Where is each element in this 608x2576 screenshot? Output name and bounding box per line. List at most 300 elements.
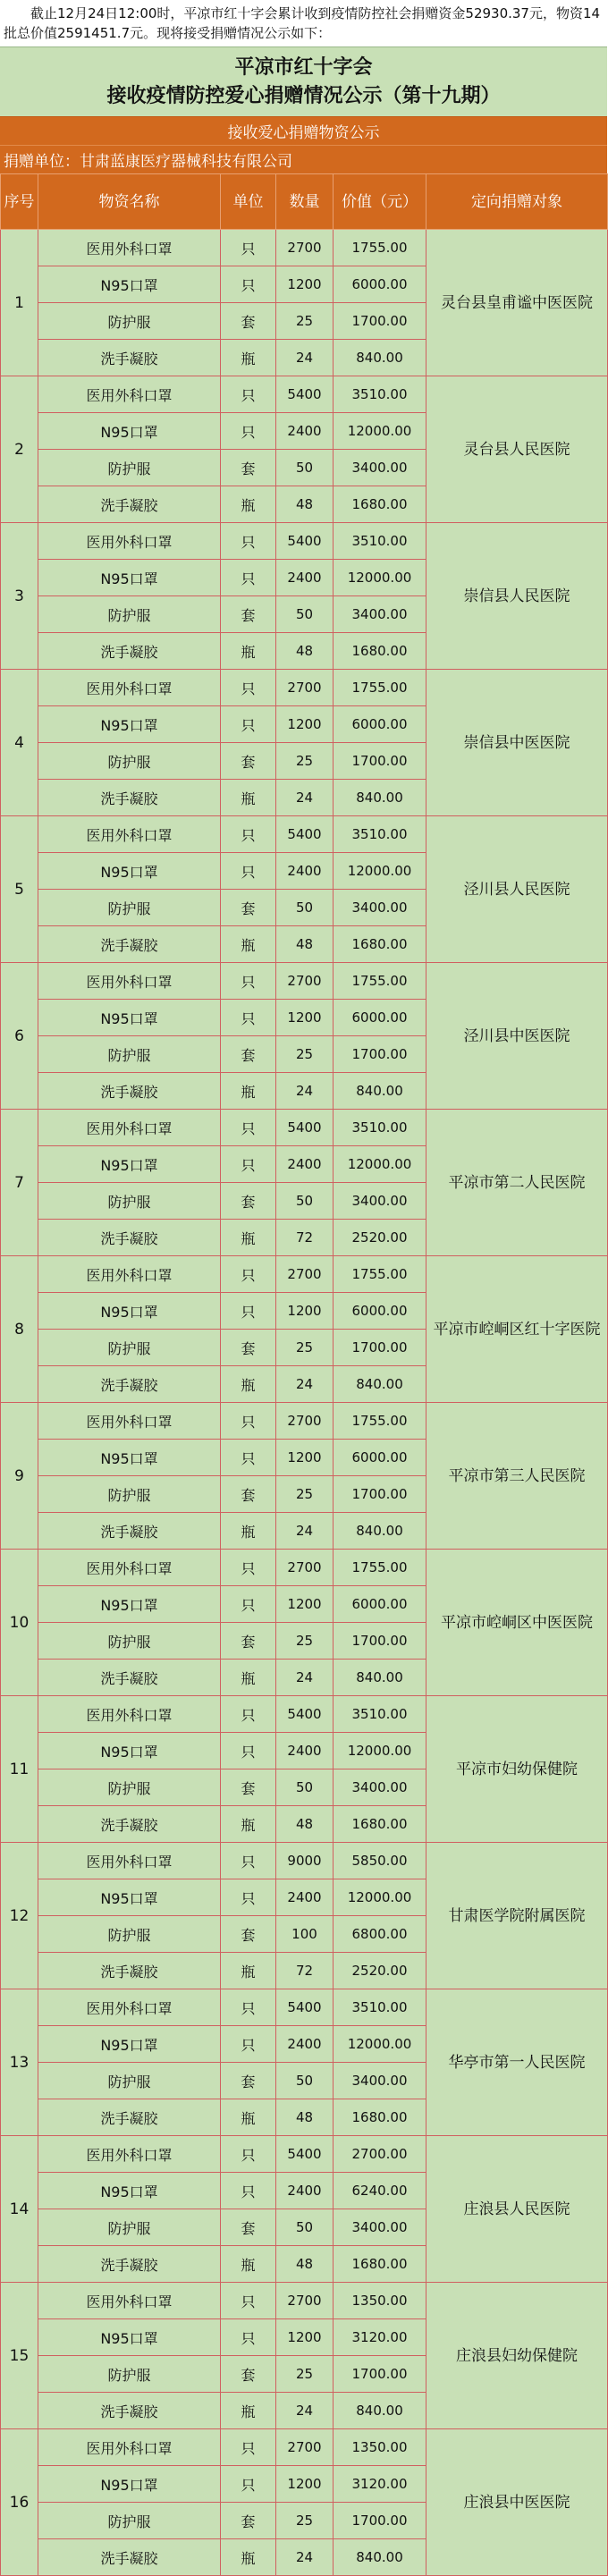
item-name-cell: 医用外科口罩	[38, 1989, 221, 2026]
header-unit: 单位	[221, 174, 276, 230]
value-cell: 1350.00	[334, 2429, 426, 2466]
value-cell: 1350.00	[334, 2283, 426, 2319]
item-name-cell: 防护服	[38, 2209, 221, 2246]
item-name-cell: N95口罩	[38, 2173, 221, 2209]
unit-cell: 只	[221, 853, 276, 890]
unit-cell: 套	[221, 450, 276, 486]
value-cell: 840.00	[334, 2539, 426, 2576]
target-cell: 灵台县皇甫谧中医医院	[426, 230, 608, 376]
value-cell: 840.00	[334, 1073, 426, 1110]
item-name-cell: N95口罩	[38, 2466, 221, 2503]
notice-title: 接收疫情防控爱心捐赠情况公示（第十九期）	[106, 84, 501, 107]
item-name-cell: 防护服	[38, 303, 221, 340]
item-name-cell: 防护服	[38, 1330, 221, 1366]
item-name-cell: 洗手凝胶	[38, 340, 221, 376]
qty-cell: 2400	[276, 2026, 334, 2063]
unit-cell: 只	[221, 1989, 276, 2026]
item-name-cell: N95口罩	[38, 413, 221, 450]
qty-cell: 2400	[276, 1146, 334, 1183]
table-row	[1, 1403, 608, 1440]
table-row	[1, 1110, 608, 1146]
qty-cell: 1200	[276, 1440, 334, 1476]
unit-cell: 套	[221, 1623, 276, 1660]
value-cell: 1755.00	[334, 1403, 426, 1440]
item-name-cell: N95口罩	[38, 1586, 221, 1623]
item-name-cell: N95口罩	[38, 266, 221, 303]
unit-cell: 只	[221, 376, 276, 413]
qty-cell: 25	[276, 2503, 334, 2539]
unit-cell: 只	[221, 2026, 276, 2063]
value-cell: 1700.00	[334, 2356, 426, 2393]
value-cell: 6000.00	[334, 1000, 426, 1036]
item-name-cell: N95口罩	[38, 2026, 221, 2063]
value-cell: 1680.00	[334, 2099, 426, 2136]
target-cell: 灵台县人民医院	[426, 376, 608, 523]
value-cell: 3400.00	[334, 1183, 426, 1220]
qty-cell: 2400	[276, 413, 334, 450]
unit-cell: 瓶	[221, 2099, 276, 2136]
unit-cell: 套	[221, 1916, 276, 1953]
unit-cell: 瓶	[221, 486, 276, 523]
header-name: 物资名称	[38, 174, 221, 230]
value-cell: 3510.00	[334, 376, 426, 413]
qty-cell: 1200	[276, 2319, 334, 2356]
seq-cell: 7	[1, 1110, 38, 1256]
qty-cell: 2400	[276, 2173, 334, 2209]
value-cell: 5850.00	[334, 1843, 426, 1879]
qty-cell: 100	[276, 1916, 334, 1953]
item-name-cell: 洗手凝胶	[38, 2393, 221, 2429]
value-cell: 1680.00	[334, 633, 426, 670]
value-cell: 3400.00	[334, 2063, 426, 2099]
item-name-cell: 洗手凝胶	[38, 486, 221, 523]
qty-cell: 2700	[276, 1403, 334, 1440]
unit-cell: 瓶	[221, 340, 276, 376]
item-name-cell: 防护服	[38, 1036, 221, 1073]
target-cell: 平凉市第三人民医院	[426, 1403, 608, 1550]
value-cell: 3400.00	[334, 1769, 426, 1806]
qty-cell: 1200	[276, 706, 334, 743]
unit-cell: 套	[221, 2503, 276, 2539]
qty-cell: 48	[276, 2099, 334, 2136]
item-name-cell: 洗手凝胶	[38, 2539, 221, 2576]
target-cell: 庄浪县妇幼保健院	[426, 2283, 608, 2429]
item-name-cell: 洗手凝胶	[38, 926, 221, 963]
target-cell: 华亭市第一人民医院	[426, 1989, 608, 2136]
donor-label: 捐赠单位：甘肃蓝康医疗器械科技有限公司	[0, 145, 607, 173]
value-cell: 3120.00	[334, 2466, 426, 2503]
target-cell: 崇信县人民医院	[426, 523, 608, 670]
item-name-cell: 洗手凝胶	[38, 1513, 221, 1550]
qty-cell: 48	[276, 2246, 334, 2283]
unit-cell: 套	[221, 2063, 276, 2099]
qty-cell: 2400	[276, 1879, 334, 1916]
qty-cell: 72	[276, 1220, 334, 1256]
value-cell: 3400.00	[334, 890, 426, 926]
value-cell: 840.00	[334, 2393, 426, 2429]
value-cell: 840.00	[334, 340, 426, 376]
table-row	[1, 670, 608, 706]
unit-cell: 只	[221, 2173, 276, 2209]
item-name-cell: 洗手凝胶	[38, 1366, 221, 1403]
qty-cell: 50	[276, 890, 334, 926]
item-name-cell: 医用外科口罩	[38, 1843, 221, 1879]
item-name-cell: 医用外科口罩	[38, 816, 221, 853]
qty-cell: 50	[276, 1183, 334, 1220]
target-cell: 崇信县中医医院	[426, 670, 608, 816]
unit-cell: 只	[221, 2319, 276, 2356]
qty-cell: 1200	[276, 1586, 334, 1623]
item-name-cell: 医用外科口罩	[38, 1696, 221, 1733]
table-header-row	[1, 174, 608, 230]
value-cell: 2700.00	[334, 2136, 426, 2173]
item-name-cell: 洗手凝胶	[38, 2099, 221, 2136]
unit-cell: 只	[221, 1879, 276, 1916]
item-name-cell: N95口罩	[38, 2319, 221, 2356]
qty-cell: 48	[276, 1806, 334, 1843]
qty-cell: 48	[276, 633, 334, 670]
value-cell: 6000.00	[334, 1586, 426, 1623]
unit-cell: 瓶	[221, 1660, 276, 1696]
value-cell: 3400.00	[334, 596, 426, 633]
value-cell: 3120.00	[334, 2319, 426, 2356]
value-cell: 1700.00	[334, 303, 426, 340]
qty-cell: 24	[276, 2393, 334, 2429]
item-name-cell: N95口罩	[38, 853, 221, 890]
item-name-cell: 防护服	[38, 743, 221, 780]
seq-cell: 16	[1, 2429, 38, 2576]
qty-cell: 24	[276, 1513, 334, 1550]
item-name-cell: 医用外科口罩	[38, 1110, 221, 1146]
value-cell: 12000.00	[334, 2026, 426, 2063]
item-name-cell: N95口罩	[38, 706, 221, 743]
unit-cell: 只	[221, 2429, 276, 2466]
org-title: 平凉市红十字会	[234, 55, 373, 79]
seq-cell: 8	[1, 1256, 38, 1403]
table-row	[1, 1989, 608, 2026]
seq-cell: 4	[1, 670, 38, 816]
unit-cell: 只	[221, 1403, 276, 1440]
value-cell: 3510.00	[334, 1110, 426, 1146]
unit-cell: 只	[221, 2283, 276, 2319]
unit-cell: 只	[221, 560, 276, 596]
qty-cell: 50	[276, 596, 334, 633]
unit-cell: 套	[221, 1330, 276, 1366]
qty-cell: 50	[276, 2063, 334, 2099]
qty-cell: 50	[276, 2209, 334, 2246]
value-cell: 3510.00	[334, 816, 426, 853]
qty-cell: 2400	[276, 560, 334, 596]
seq-cell: 11	[1, 1696, 38, 1843]
item-name-cell: 防护服	[38, 1769, 221, 1806]
value-cell: 6240.00	[334, 2173, 426, 2209]
item-name-cell: 洗手凝胶	[38, 780, 221, 816]
seq-cell: 12	[1, 1843, 38, 1989]
unit-cell: 套	[221, 890, 276, 926]
header-target: 定向捐赠对象	[426, 174, 608, 230]
qty-cell: 25	[276, 1623, 334, 1660]
value-cell: 6000.00	[334, 706, 426, 743]
value-cell: 1680.00	[334, 1806, 426, 1843]
qty-cell: 25	[276, 1330, 334, 1366]
item-name-cell: 医用外科口罩	[38, 1550, 221, 1586]
target-cell: 平凉市第二人民医院	[426, 1110, 608, 1256]
qty-cell: 5400	[276, 1989, 334, 2026]
item-name-cell: 洗手凝胶	[38, 1660, 221, 1696]
unit-cell: 只	[221, 816, 276, 853]
seq-cell: 9	[1, 1403, 38, 1550]
target-cell: 平凉市崆峒区红十字医院	[426, 1256, 608, 1403]
seq-cell: 13	[1, 1989, 38, 2136]
target-cell: 庄浪县人民医院	[426, 2136, 608, 2283]
item-name-cell: 洗手凝胶	[38, 2246, 221, 2283]
table-row	[1, 230, 608, 266]
value-cell: 1700.00	[334, 1036, 426, 1073]
unit-cell: 瓶	[221, 1513, 276, 1550]
qty-cell: 1200	[276, 1000, 334, 1036]
unit-cell: 只	[221, 1146, 276, 1183]
qty-cell: 2400	[276, 1733, 334, 1769]
unit-cell: 套	[221, 1036, 276, 1073]
unit-cell: 只	[221, 1586, 276, 1623]
table-row	[1, 1843, 608, 1879]
item-name-cell: 医用外科口罩	[38, 2136, 221, 2173]
seq-cell: 15	[1, 2283, 38, 2429]
donation-table	[0, 173, 608, 2576]
unit-cell: 只	[221, 670, 276, 706]
value-cell: 2520.00	[334, 1220, 426, 1256]
header-seq: 序号	[1, 174, 38, 230]
unit-cell: 瓶	[221, 1806, 276, 1843]
item-name-cell: 防护服	[38, 1183, 221, 1220]
item-name-cell: N95口罩	[38, 1293, 221, 1330]
value-cell: 3400.00	[334, 2209, 426, 2246]
item-name-cell: 防护服	[38, 1476, 221, 1513]
qty-cell: 1200	[276, 266, 334, 303]
qty-cell: 50	[276, 1769, 334, 1806]
qty-cell: 5400	[276, 523, 334, 560]
item-name-cell: 洗手凝胶	[38, 1806, 221, 1843]
item-name-cell: 防护服	[38, 2063, 221, 2099]
target-cell: 平凉市崆峒区中医医院	[426, 1550, 608, 1696]
seq-cell: 10	[1, 1550, 38, 1696]
value-cell: 6000.00	[334, 1293, 426, 1330]
item-name-cell: N95口罩	[38, 560, 221, 596]
unit-cell: 只	[221, 1733, 276, 1769]
seq-cell: 1	[1, 230, 38, 376]
item-name-cell: 防护服	[38, 1916, 221, 1953]
unit-cell: 只	[221, 1696, 276, 1733]
value-cell: 6000.00	[334, 266, 426, 303]
qty-cell: 5400	[276, 1696, 334, 1733]
item-name-cell: N95口罩	[38, 1000, 221, 1036]
qty-cell: 24	[276, 1073, 334, 1110]
item-name-cell: 医用外科口罩	[38, 2283, 221, 2319]
unit-cell: 套	[221, 1476, 276, 1513]
value-cell: 6800.00	[334, 1916, 426, 1953]
table-row	[1, 963, 608, 1000]
qty-cell: 5400	[276, 376, 334, 413]
value-cell: 840.00	[334, 1513, 426, 1550]
unit-cell: 瓶	[221, 1220, 276, 1256]
value-cell: 1680.00	[334, 926, 426, 963]
value-cell: 1700.00	[334, 1623, 426, 1660]
item-name-cell: 医用外科口罩	[38, 2429, 221, 2466]
unit-cell: 瓶	[221, 1953, 276, 1989]
qty-cell: 5400	[276, 2136, 334, 2173]
qty-cell: 2400	[276, 853, 334, 890]
qty-cell: 25	[276, 1036, 334, 1073]
item-name-cell: 防护服	[38, 2503, 221, 2539]
qty-cell: 9000	[276, 1843, 334, 1879]
item-name-cell: 防护服	[38, 596, 221, 633]
unit-cell: 只	[221, 2466, 276, 2503]
unit-cell: 只	[221, 1550, 276, 1586]
unit-cell: 只	[221, 706, 276, 743]
qty-cell: 2700	[276, 2429, 334, 2466]
qty-cell: 2700	[276, 2283, 334, 2319]
table-row	[1, 816, 608, 853]
table-row	[1, 2136, 608, 2173]
unit-cell: 套	[221, 1769, 276, 1806]
item-name-cell: 洗手凝胶	[38, 1953, 221, 1989]
value-cell: 6000.00	[334, 1440, 426, 1476]
value-cell: 12000.00	[334, 560, 426, 596]
unit-cell: 只	[221, 2136, 276, 2173]
value-cell: 1755.00	[334, 1550, 426, 1586]
target-cell: 甘肃医学院附属医院	[426, 1843, 608, 1989]
value-cell: 12000.00	[334, 413, 426, 450]
unit-cell: 只	[221, 266, 276, 303]
table-row	[1, 1696, 608, 1733]
qty-cell: 25	[276, 303, 334, 340]
item-name-cell: N95口罩	[38, 1733, 221, 1769]
item-name-cell: 医用外科口罩	[38, 670, 221, 706]
value-cell: 12000.00	[334, 1146, 426, 1183]
qty-cell: 24	[276, 1366, 334, 1403]
seq-cell: 14	[1, 2136, 38, 2283]
unit-cell: 只	[221, 1000, 276, 1036]
value-cell: 1700.00	[334, 743, 426, 780]
table-row	[1, 1256, 608, 1293]
unit-cell: 瓶	[221, 926, 276, 963]
qty-cell: 2700	[276, 230, 334, 266]
unit-cell: 只	[221, 413, 276, 450]
value-cell: 3400.00	[334, 450, 426, 486]
qty-cell: 5400	[276, 1110, 334, 1146]
value-cell: 3510.00	[334, 1696, 426, 1733]
qty-cell: 1200	[276, 2466, 334, 2503]
value-cell: 3510.00	[334, 1989, 426, 2026]
seq-cell: 3	[1, 523, 38, 670]
table-row	[1, 523, 608, 560]
item-name-cell: 医用外科口罩	[38, 1256, 221, 1293]
value-cell: 12000.00	[334, 1733, 426, 1769]
unit-cell: 套	[221, 596, 276, 633]
item-name-cell: N95口罩	[38, 1879, 221, 1916]
table-row	[1, 2429, 608, 2466]
target-cell: 庄浪县中医医院	[426, 2429, 608, 2576]
table-row	[1, 1550, 608, 1586]
unit-cell: 套	[221, 2209, 276, 2246]
unit-cell: 瓶	[221, 633, 276, 670]
unit-cell: 瓶	[221, 2246, 276, 2283]
table-body	[1, 230, 608, 2576]
item-name-cell: 防护服	[38, 1623, 221, 1660]
qty-cell: 24	[276, 340, 334, 376]
unit-cell: 只	[221, 523, 276, 560]
value-cell: 840.00	[334, 780, 426, 816]
seq-cell: 2	[1, 376, 38, 523]
item-name-cell: 防护服	[38, 890, 221, 926]
unit-cell: 瓶	[221, 780, 276, 816]
qty-cell: 5400	[276, 816, 334, 853]
item-name-cell: 洗手凝胶	[38, 1073, 221, 1110]
value-cell: 840.00	[334, 1660, 426, 1696]
item-name-cell: N95口罩	[38, 1146, 221, 1183]
table-row	[1, 376, 608, 413]
value-cell: 1755.00	[334, 230, 426, 266]
unit-cell: 只	[221, 1110, 276, 1146]
unit-cell: 套	[221, 303, 276, 340]
value-cell: 12000.00	[334, 853, 426, 890]
item-name-cell: 防护服	[38, 2356, 221, 2393]
value-cell: 1755.00	[334, 1256, 426, 1293]
qty-cell: 2700	[276, 1550, 334, 1586]
qty-cell: 25	[276, 2356, 334, 2393]
unit-cell: 套	[221, 2356, 276, 2393]
item-name-cell: 医用外科口罩	[38, 230, 221, 266]
qty-cell: 2700	[276, 670, 334, 706]
qty-cell: 1200	[276, 1293, 334, 1330]
unit-cell: 套	[221, 743, 276, 780]
unit-cell: 只	[221, 1293, 276, 1330]
unit-cell: 瓶	[221, 2393, 276, 2429]
header-value: 价值（元）	[334, 174, 426, 230]
qty-cell: 72	[276, 1953, 334, 1989]
seq-cell: 6	[1, 963, 38, 1110]
value-cell: 1700.00	[334, 1476, 426, 1513]
unit-cell: 只	[221, 1440, 276, 1476]
qty-cell: 24	[276, 1660, 334, 1696]
value-cell: 1700.00	[334, 1330, 426, 1366]
seq-cell: 5	[1, 816, 38, 963]
section-label: 接收爱心捐赠物资公示	[0, 116, 607, 145]
value-cell: 1680.00	[334, 2246, 426, 2283]
unit-cell: 只	[221, 963, 276, 1000]
unit-cell: 瓶	[221, 1073, 276, 1110]
item-name-cell: 医用外科口罩	[38, 376, 221, 413]
table-row	[1, 2283, 608, 2319]
qty-cell: 24	[276, 780, 334, 816]
unit-cell: 只	[221, 230, 276, 266]
unit-cell: 瓶	[221, 1366, 276, 1403]
value-cell: 1755.00	[334, 963, 426, 1000]
qty-cell: 2700	[276, 963, 334, 1000]
item-name-cell: N95口罩	[38, 1440, 221, 1476]
value-cell: 12000.00	[334, 1879, 426, 1916]
item-name-cell: 防护服	[38, 450, 221, 486]
unit-cell: 只	[221, 1256, 276, 1293]
title-box	[0, 46, 607, 116]
unit-cell: 套	[221, 1183, 276, 1220]
qty-cell: 50	[276, 450, 334, 486]
header-qty: 数量	[276, 174, 334, 230]
target-cell: 泾川县人民医院	[426, 816, 608, 963]
intro-paragraph: 截止12月24日12:00时，平凉市红十字会累计收到疫情防控社会捐赠资金52930.37元，物资14批总价值2591451.7元。现将接受捐赠情况公示如下：	[0, 0, 607, 46]
value-cell: 2520.00	[334, 1953, 426, 1989]
unit-cell: 瓶	[221, 2539, 276, 2576]
